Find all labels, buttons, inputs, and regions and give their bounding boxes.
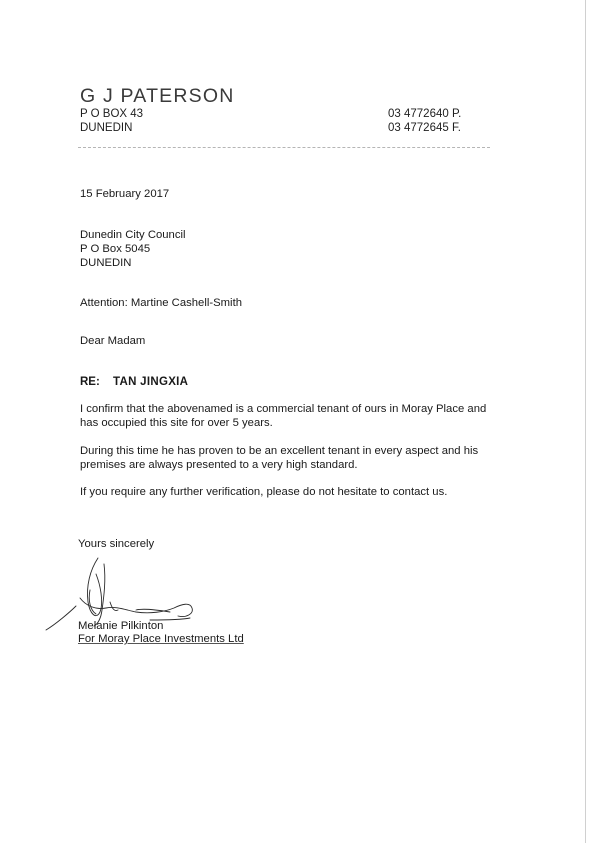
recipient-line-3: DUNEDIN xyxy=(80,257,132,269)
letterhead-divider xyxy=(78,147,490,148)
recipient-line-2: P O Box 5045 xyxy=(80,243,151,255)
salutation: Dear Madam xyxy=(80,335,146,347)
re-label: RE: xyxy=(80,376,100,388)
body-paragraph-2: During this time he has proven to be an excellent tenant in every aspect and his premises are always presented to a very high standard. xyxy=(80,445,479,471)
letterhead-name: G J PATERSON xyxy=(80,85,235,107)
letter-date: 15 February 2017 xyxy=(80,188,170,200)
recipient-line-1: Dunedin City Council xyxy=(80,229,186,241)
body-paragraph-3: If you require any further verification, please do not hesitate to contact us. xyxy=(80,486,448,498)
letterhead-fax: 03 4772645 F. xyxy=(388,122,461,134)
letterhead-phone: 03 4772640 P. xyxy=(388,108,462,120)
letterhead-po-box: P O BOX 43 xyxy=(80,108,144,120)
signer-name: Melanie Pilkinton xyxy=(78,620,164,632)
signer-organization: For Moray Place Investments Ltd xyxy=(78,633,244,645)
recipient-address xyxy=(80,228,186,270)
attention-line: Attention: Martine Cashell-Smith xyxy=(80,297,242,309)
body-paragraph-1: I confirm that the abovenamed is a commercial tenant of ours in Moray Place and has occupied this site for over 5 years. xyxy=(80,403,487,429)
re-subject: TAN JINGXIA xyxy=(113,376,189,388)
scan-edge-line xyxy=(585,0,586,843)
letterhead-city: DUNEDIN xyxy=(80,122,133,134)
closing: Yours sincerely xyxy=(78,538,155,550)
